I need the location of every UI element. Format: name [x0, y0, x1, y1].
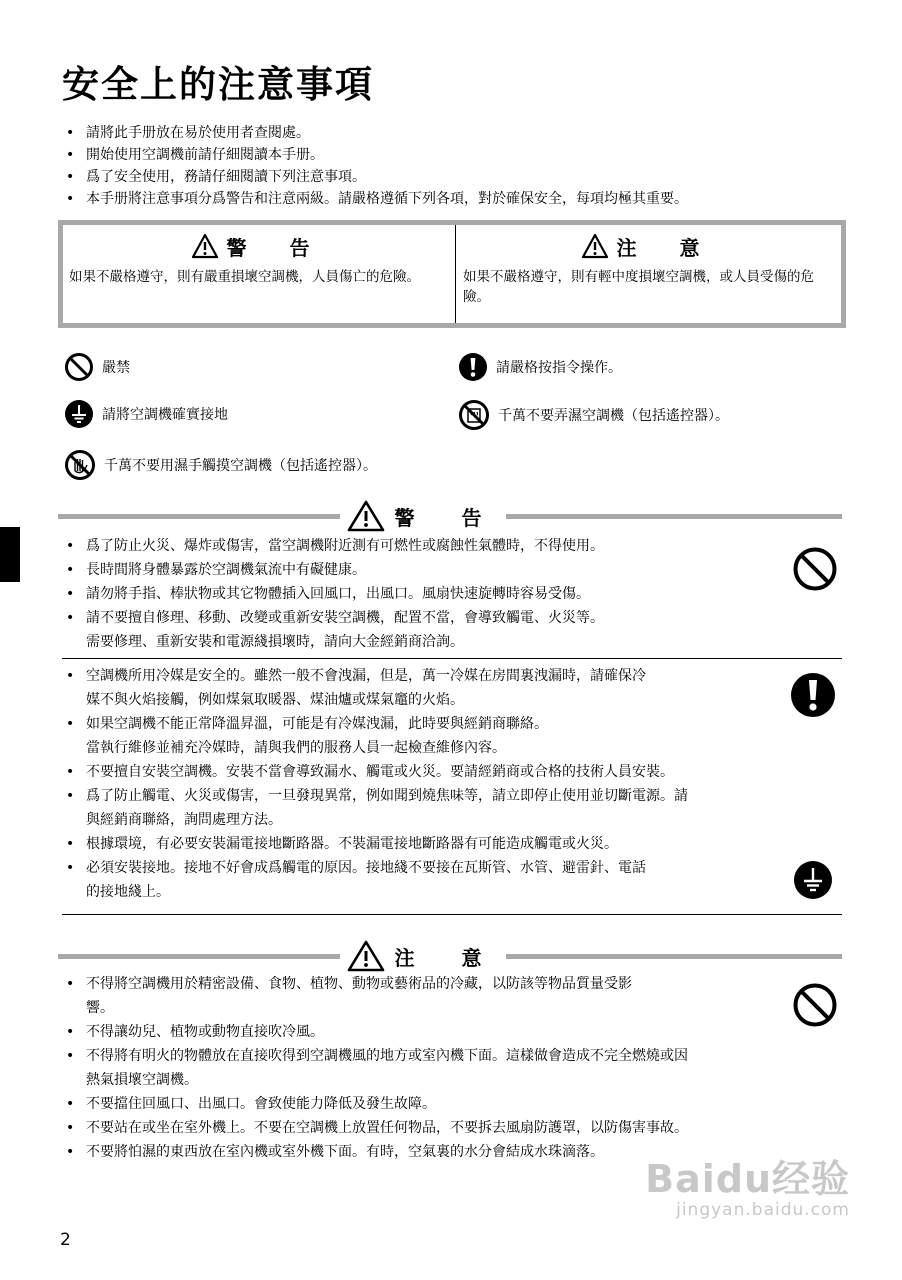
warning-description: 如果不嚴格遵守，則有嚴重損壞空調機，人員傷亡的危險。 — [69, 269, 420, 285]
page-number: 2 — [60, 1230, 71, 1250]
list-item: • 爲了防止火災、爆炸或傷害，當空調機附近測有可燃性或腐蝕性氣體時，不得使用。 — [62, 534, 762, 558]
warning-triangle-icon — [191, 233, 219, 259]
level-definition-box — [58, 220, 846, 328]
legend-no-wet — [458, 399, 729, 431]
ground-icon — [793, 860, 833, 900]
list-item: • 不要站在或坐在室外機上。不要在空調機上放置任何物品，不要拆去風扇防護罩，以防傷害事故。 — [62, 1116, 832, 1140]
watermark — [645, 1158, 850, 1220]
list-item: • 長時間將身體暴露於空調機氣流中有礙健康。 — [62, 558, 762, 582]
intro-list — [62, 122, 852, 210]
prohibited-icon — [792, 546, 838, 592]
list-item: • 不要將怕濕的東西放在室內機或室外機下面。有時，空氣裏的水分會結成水珠滴落。 — [62, 1140, 832, 1164]
exclamation-icon — [458, 352, 488, 382]
legend-follow — [458, 352, 622, 382]
caution-section-header — [58, 940, 842, 972]
intro-item: • 爲了安全使用，務請仔細閱讀下列注意事項。 — [62, 166, 852, 188]
warning-triangle-icon — [581, 233, 609, 259]
legend-no-wet-label: 千萬不要弄濕空調機（包括遙控器）。 — [498, 408, 729, 424]
list-item: • 不要擋住回風口、出風口。會致使能力降低及發生故障。 — [62, 1092, 832, 1116]
exclamation-icon — [790, 672, 836, 718]
list-item: • 不得將空調機用於精密設備、食物、植物、動物或藝術品的冷藏，以防該等物品質量受影 響。 — [62, 972, 832, 1020]
warning-definition — [63, 225, 456, 323]
section-divider — [62, 914, 842, 915]
watermark-url: jingyan.baidu.com — [676, 1200, 850, 1220]
list-item: • 空調機所用冷媒是安全的。雖然一般不會洩漏，但是，萬一冷媒在房間裏洩漏時，請確保冷 媒不與火焰接觸，例如煤氣取暖器、煤油爐或煤氣竈的火焰。 — [62, 664, 832, 712]
no-wet-hands-icon — [64, 449, 96, 481]
warning-section-header — [58, 500, 842, 532]
warning-label: 警 告 — [226, 235, 328, 260]
page-title: 安全上的注意事項 — [62, 63, 374, 106]
legend-follow-label: 請嚴格按指令操作。 — [496, 360, 622, 376]
legend-no-wet-hands — [64, 449, 377, 481]
list-item: • 根據環境，有必要安裝漏電接地斷路器。不裝漏電接地斷路器有可能造成觸電或火災。 — [62, 832, 832, 856]
legend-prohibited-label: 嚴禁 — [102, 360, 130, 376]
warning-triangle-icon — [347, 940, 385, 972]
list-item: • 不得讓幼兒、植物或動物直接吹冷風。 — [62, 1020, 832, 1044]
list-item: • 不得將有明火的物體放在直接吹得到空調機風的地方或室內機下面。這樣做會造成不完全燃燒或因 熱氣損壞空調機。 — [62, 1044, 832, 1092]
legend-ground-label: 請將空調機確實接地 — [102, 407, 228, 423]
legend-no-wet-hands-label: 千萬不要用濕手觸摸空調機（包括遙控器）。 — [104, 458, 377, 474]
list-item: • 請不要擅自修理、移動、改變或重新安裝空調機，配置不當，會導致觸電、火災等。 需要修理、重新安裝和電源綫損壞時，請向大金經銷商洽詢。 — [62, 606, 762, 654]
intro-item: • 請將此手册放在易於使用者查閱處。 — [62, 122, 852, 144]
caution-definition — [457, 225, 841, 323]
legend-ground — [64, 399, 228, 429]
caution-label: 注 意 — [616, 235, 718, 260]
warning-prohibit-list — [62, 534, 762, 654]
intro-item: • 本手册將注意事項分爲警告和注意兩級。請嚴格遵循下列各項，對於確保安全，每項均極其重要。 — [62, 188, 852, 210]
caution-section-title: 注 意 — [394, 945, 502, 970]
prohibited-icon — [64, 352, 94, 382]
list-item: • 請勿將手指、棒狀物或其它物體插入回風口，出風口。風扇快速旋轉時容易受傷。 — [62, 582, 762, 606]
warning-section-title: 警 告 — [394, 505, 502, 530]
no-water-icon — [458, 399, 490, 431]
section-divider — [62, 658, 842, 659]
caution-description: 如果不嚴格遵守，則有輕中度損壞空調機，或人員受傷的危險。 — [463, 269, 814, 305]
list-item: • 爲了防止觸電、火災或傷害，一旦發現異常，例如聞到燒焦味等，請立即停止使用並切斷電源。請 與經銷商聯絡，詢問處理方法。 — [62, 784, 832, 832]
list-item: • 不要擅自安裝空調機。安裝不當會導致漏水、觸電或火災。要請經銷商或合格的技術人員安裝。 — [62, 760, 832, 784]
side-tab-marker — [0, 527, 20, 582]
watermark-brand: Baidu经验 — [645, 1157, 850, 1201]
list-item: • 如果空調機不能正常降溫昇溫，可能是有冷媒洩漏，此時要與經銷商聯絡。 當執行維修並補充冷媒時，請與我們的服務人員一起檢查維修內容。 — [62, 712, 832, 760]
list-item: • 必須安裝接地。接地不好會成爲觸電的原因。接地綫不要接在瓦斯管、水管、避雷針、電話 的接地綫上。 — [62, 856, 832, 904]
warning-triangle-icon — [347, 500, 385, 532]
intro-item: • 開始使用空調機前請仔細閱讀本手册。 — [62, 144, 852, 166]
caution-list — [62, 972, 832, 1164]
warning-instruct-list — [62, 664, 832, 904]
prohibited-icon — [792, 982, 838, 1028]
ground-icon — [64, 399, 94, 429]
legend-prohibited — [64, 352, 130, 382]
